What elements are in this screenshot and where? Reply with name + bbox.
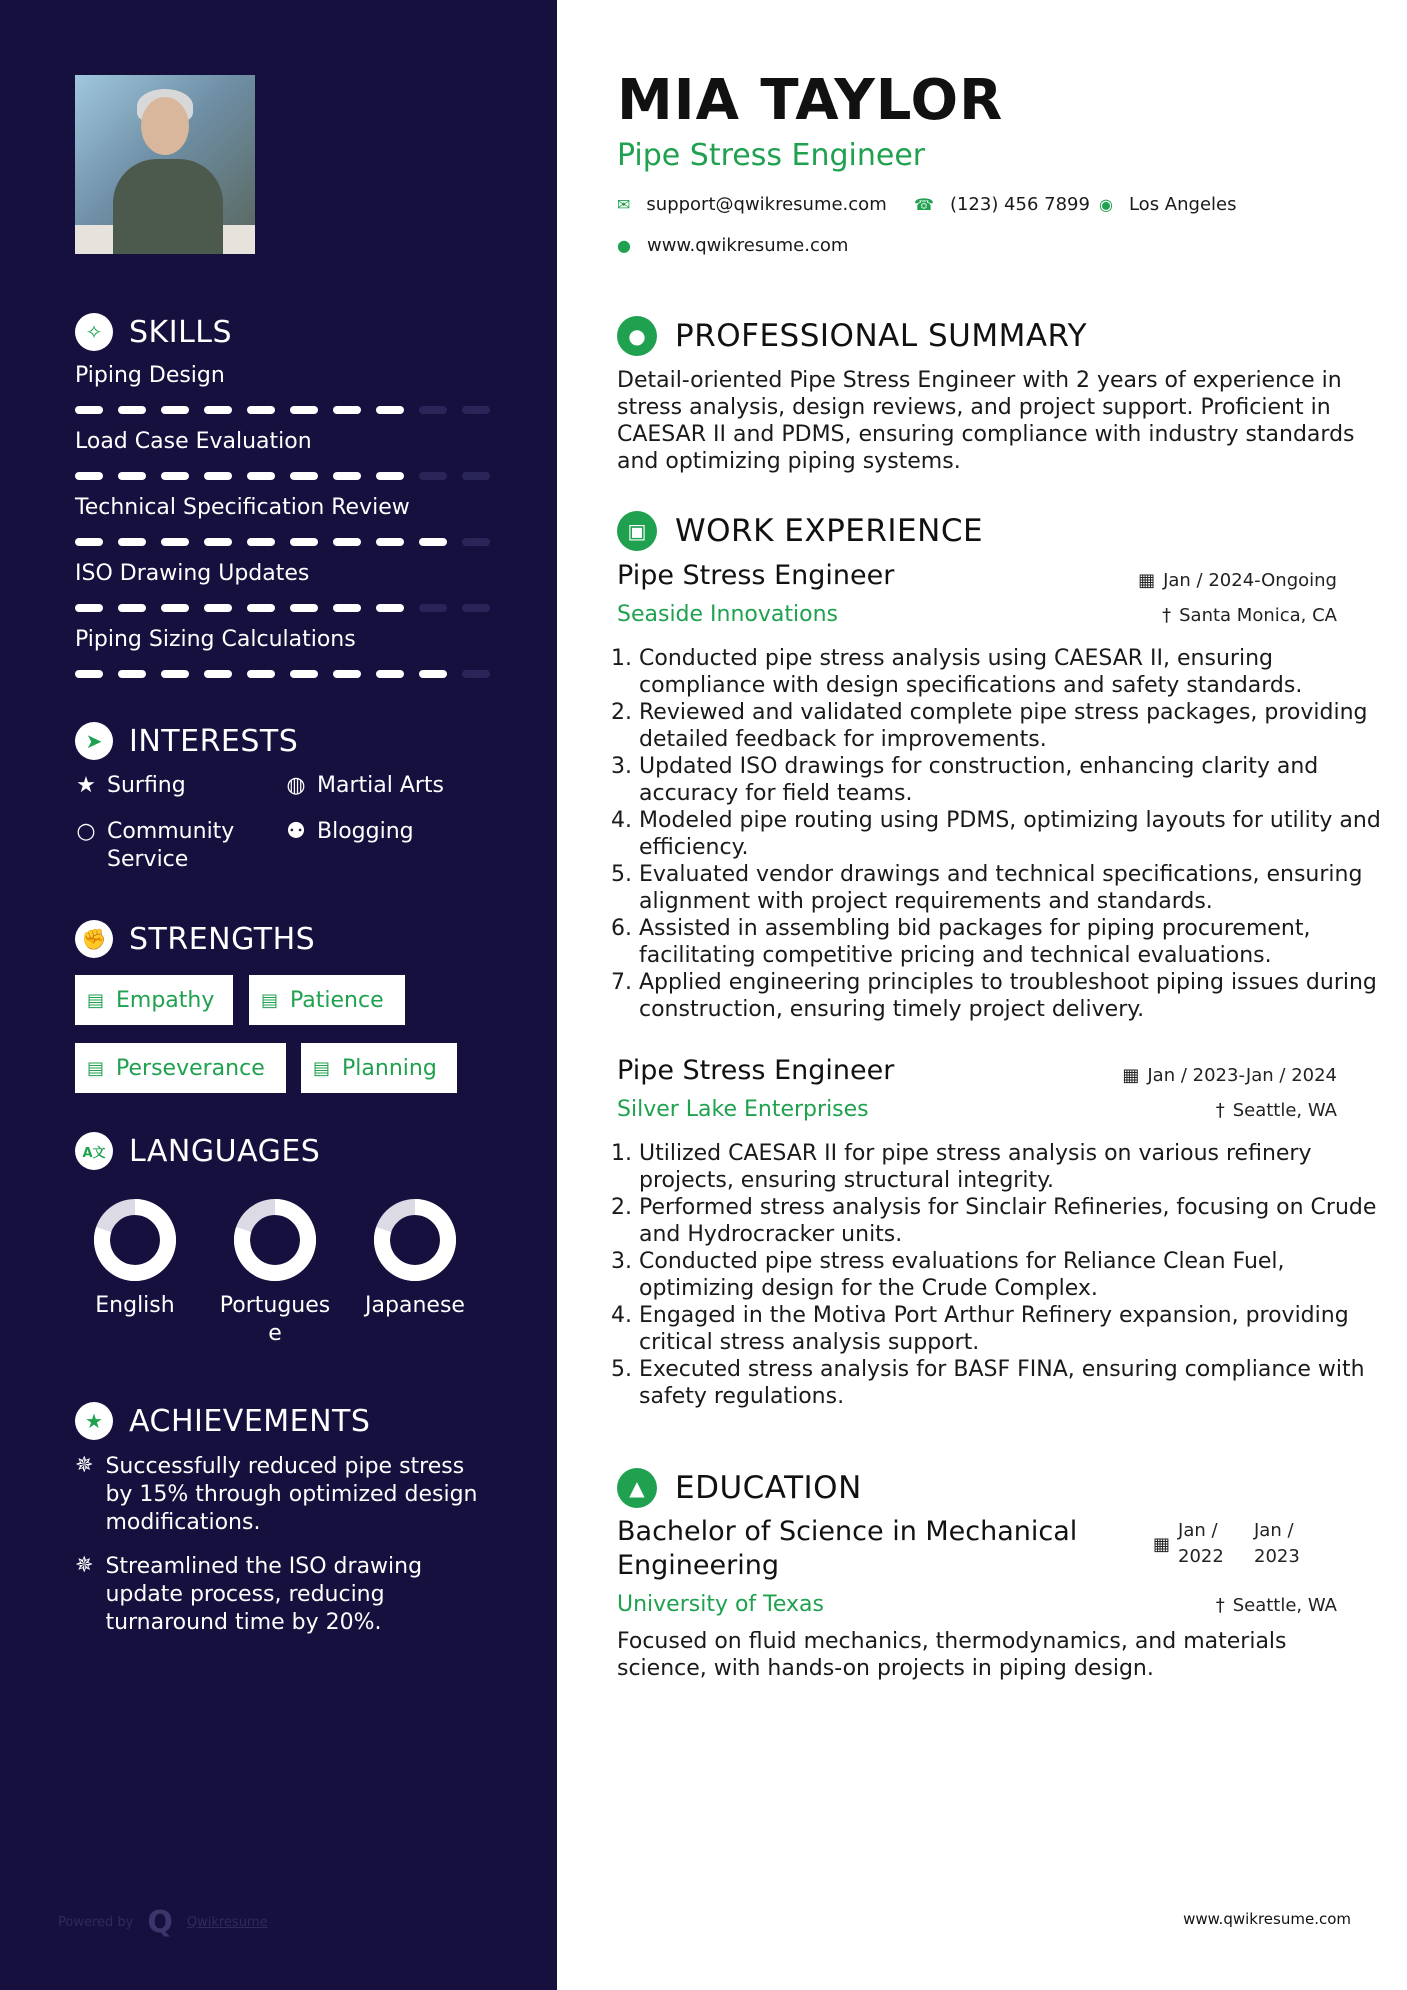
skill-level-segment — [161, 472, 189, 480]
globe-icon: ◍ — [286, 773, 306, 798]
duty-item: 2. Reviewed and validated complete pipe stress packages, providing detailed feedback for improvements. — [639, 699, 1399, 753]
candidate-title: Pipe Stress Engineer — [617, 138, 926, 173]
book-icon: ▤ — [87, 1057, 105, 1079]
book-icon: ▤ — [261, 989, 279, 1011]
graduation-cap-icon: ▲ — [617, 1468, 657, 1508]
skill-level-segment — [462, 670, 490, 678]
skill-level-segment — [161, 670, 189, 678]
skill-level-segment — [118, 538, 146, 546]
duty-item: 4. Modeled pipe routing using PDMS, optimizing layouts for utility and efficiency. — [639, 807, 1399, 861]
achievements-heading: ★ ACHIEVEMENTS — [75, 1402, 370, 1440]
skill-level-segment — [419, 604, 447, 612]
user-icon: ● — [617, 316, 657, 356]
skill-item — [75, 362, 505, 414]
pin-icon: † — [1162, 605, 1172, 626]
job-title: Pipe Stress Engineer — [617, 560, 895, 591]
interest-item: ⚉ Blogging — [286, 819, 414, 844]
degree-title: Bachelor of Science in Mechanical Engineering — [617, 1516, 1078, 1581]
strength-badge: ▤ Patience — [249, 975, 405, 1025]
calendar-icon: ▦ — [1153, 1534, 1171, 1555]
skill-level-bar — [75, 670, 505, 678]
sparkle-star-icon: ✵ — [75, 1553, 94, 1578]
skill-level-segment — [75, 406, 103, 414]
phone-icon: ☎ — [914, 195, 934, 214]
calendar-icon: ▦ — [1138, 570, 1156, 591]
job-company: Silver Lake Enterprises — [617, 1097, 869, 1122]
skill-level-segment — [462, 538, 490, 546]
job-duties — [613, 1140, 1399, 1410]
skill-level-bar — [75, 406, 505, 414]
summary-heading: ● PROFESSIONAL SUMMARY — [617, 316, 1087, 356]
duty-item: 3. Conducted pipe stress evaluations for Reliance Clean Fuel, optimizing design for the Crude Complex. — [639, 1248, 1399, 1302]
job-dates: ▦ Jan / 2024-Ongoing — [1138, 570, 1337, 591]
school-name: University of Texas — [617, 1592, 824, 1617]
summary-text: Detail-oriented Pipe Stress Engineer with 2 years of experience in stress analysis, design reviews, and project support. Proficient in CAESAR II and PDMS, ensuring compliance with industry standards and optimizing piping systems. — [617, 368, 1355, 474]
skill-level-segment — [204, 406, 232, 414]
pin-icon: † — [1215, 1595, 1225, 1616]
skill-level-segment — [290, 538, 318, 546]
skill-level-segment — [75, 538, 103, 546]
skill-level-segment — [118, 472, 146, 480]
skill-level-bar — [75, 472, 505, 480]
star-badge-icon: ★ — [75, 1402, 113, 1440]
job-duties — [613, 645, 1399, 1023]
skill-label: Piping Sizing Calculations — [75, 627, 356, 652]
skill-level-segment — [419, 472, 447, 480]
achievement-item: ✵ Streamlined the ISO drawing update process, reducing turnaround time by 20%. — [75, 1553, 423, 1635]
skill-level-segment — [462, 472, 490, 480]
job-title: Pipe Stress Engineer — [617, 1055, 895, 1086]
book-icon: ▤ — [313, 1057, 331, 1079]
duty-item: 1. Conducted pipe stress analysis using CAESAR II, ensuring compliance with design specifications and safety standards. — [639, 645, 1399, 699]
main-content — [557, 0, 1407, 1990]
education-description: Focused on fluid mechanics, thermodynamics, and materials science, with hands-on projects in piping design. — [617, 1629, 1287, 1681]
skill-level-segment — [290, 406, 318, 414]
skill-level-segment — [376, 604, 404, 612]
skill-level-segment — [419, 538, 447, 546]
duty-item: 3. Updated ISO drawings for construction, enhancing clarity and accuracy for field teams. — [639, 753, 1399, 807]
powered-by: Powered by Q Qwikresume — [58, 1905, 268, 1940]
language-item: Portugues e — [215, 1198, 335, 1348]
skill-level-segment — [161, 538, 189, 546]
pin-icon: † — [1215, 1100, 1225, 1121]
strength-badge: ▤ Perseverance — [75, 1043, 286, 1093]
map-pin-icon: ◉ — [1099, 195, 1113, 214]
education-start-date: ▦ Jan / 2022 — [1153, 1518, 1224, 1570]
interests-heading: ➤ INTERESTS — [75, 722, 298, 760]
skill-level-segment — [247, 670, 275, 678]
duty-item: 1. Utilized CAESAR II for pipe stress analysis on various refinery projects, ensuring structural integrity. — [639, 1140, 1399, 1194]
duty-item: 6. Assisted in assembling bid packages for piping procurement, facilitating competitive pricing and technical evaluations. — [639, 915, 1399, 969]
star-icon: ★ — [76, 773, 96, 798]
skill-level-segment — [419, 406, 447, 414]
interest-item: ◍ Martial Arts — [286, 773, 445, 798]
brand-link[interactable]: Qwikresume — [186, 1915, 268, 1930]
skill-level-segment — [333, 670, 361, 678]
education-end-date: Jan / 2023 — [1254, 1520, 1300, 1567]
skill-level-segment — [290, 670, 318, 678]
fist-icon: ✊ — [75, 920, 113, 958]
skill-level-segment — [462, 406, 490, 414]
paper-plane-icon: ➤ — [75, 722, 113, 760]
skill-label: Technical Specification Review — [75, 495, 410, 520]
languages-heading: A文 LANGUAGES — [75, 1132, 320, 1170]
skill-level-segment — [118, 604, 146, 612]
skill-level-segment — [75, 670, 103, 678]
contact-website[interactable]: ● www.qwikresume.com — [617, 235, 849, 256]
language-item: English — [75, 1198, 195, 1320]
job-company: Seaside Innovations — [617, 602, 838, 627]
skill-level-segment — [204, 472, 232, 480]
profile-photo — [75, 75, 255, 254]
skill-level-segment — [161, 604, 189, 612]
skill-level-segment — [204, 538, 232, 546]
education-heading: ▲ EDUCATION — [617, 1468, 862, 1508]
skill-level-segment — [161, 406, 189, 414]
skill-level-segment — [376, 670, 404, 678]
contact-email[interactable]: ✉ support@qwikresume.com — [617, 194, 887, 215]
skill-level-segment — [376, 406, 404, 414]
skill-level-segment — [204, 670, 232, 678]
language-gauge — [373, 1198, 457, 1282]
skill-level-segment — [333, 472, 361, 480]
strengths-heading: ✊ STRENGTHS — [75, 920, 315, 958]
skill-item — [75, 626, 505, 678]
skill-level-segment — [75, 472, 103, 480]
contact-phone[interactable]: ☎ (123) 456 7899 — [914, 194, 1090, 215]
skill-item — [75, 428, 505, 480]
language-gauge — [93, 1198, 177, 1282]
calendar-icon: ▦ — [1122, 1065, 1140, 1086]
skill-label: Load Case Evaluation — [75, 429, 312, 454]
skill-level-segment — [376, 538, 404, 546]
language-item: Japanese — [355, 1198, 475, 1320]
sparkle-star-icon: ✵ — [75, 1453, 94, 1478]
skill-level-segment — [204, 604, 232, 612]
duty-item: 5. Executed stress analysis for BASF FINA, ensuring compliance with safety regulations. — [639, 1356, 1399, 1410]
skill-level-segment — [376, 472, 404, 480]
skill-item — [75, 494, 505, 546]
envelope-icon: ✉ — [617, 195, 631, 214]
skill-level-segment — [462, 604, 490, 612]
job-location: † Santa Monica, CA — [1162, 605, 1337, 626]
skill-level-segment — [333, 406, 361, 414]
experience-heading: ▣ WORK EXPERIENCE — [617, 511, 983, 551]
lightbulb-icon: ✧ — [75, 313, 113, 351]
ring-icon: ○ — [76, 819, 96, 844]
skill-level-segment — [333, 604, 361, 612]
skill-label: Piping Design — [75, 363, 225, 388]
candidate-name: MIA TAYLOR — [617, 68, 1004, 133]
skill-level-segment — [247, 604, 275, 612]
job-dates: ▦ Jan / 2023-Jan / 2024 — [1122, 1065, 1337, 1086]
footer-url[interactable]: www.qwikresume.com — [1183, 1910, 1351, 1928]
skill-level-segment — [247, 538, 275, 546]
job-location: † Seattle, WA — [1215, 1100, 1337, 1121]
users-icon: ⚉ — [286, 819, 306, 844]
skill-level-segment — [118, 670, 146, 678]
skill-level-segment — [290, 472, 318, 480]
skill-level-segment — [247, 406, 275, 414]
skill-level-bar — [75, 604, 505, 612]
contact-location: ◉ Los Angeles — [1099, 194, 1237, 215]
strength-badge: ▤ Empathy — [75, 975, 233, 1025]
language-gauge — [233, 1198, 317, 1282]
duty-item: 7. Applied engineering principles to troubleshoot piping issues during construction, ensuring timely project delivery. — [639, 969, 1399, 1023]
skill-label: ISO Drawing Updates — [75, 561, 310, 586]
language-icon: A文 — [75, 1132, 113, 1170]
duty-item: 2. Performed stress analysis for Sinclair Refineries, focusing on Crude and Hydrocracker units. — [639, 1194, 1399, 1248]
strength-badge: ▤ Planning — [301, 1043, 457, 1093]
skill-level-bar — [75, 538, 505, 546]
achievement-item: ✵ Successfully reduced pipe stress by 15% through optimized design modifications. — [75, 1453, 478, 1535]
skill-item — [75, 560, 505, 612]
globe-icon: ● — [617, 236, 631, 255]
qwikresume-logo-icon: Q — [147, 1905, 173, 1940]
skill-level-segment — [118, 406, 146, 414]
skill-level-segment — [75, 604, 103, 612]
duty-item: 5. Evaluated vendor drawings and technical specifications, ensuring alignment with project requirements and standards. — [639, 861, 1399, 915]
interest-item: ★ Surfing — [76, 773, 186, 798]
sidebar — [0, 0, 557, 1990]
skill-level-segment — [419, 670, 447, 678]
education-location: † Seattle, WA — [1215, 1595, 1337, 1616]
skill-level-segment — [247, 472, 275, 480]
interest-item: ○ Community Service — [76, 819, 235, 872]
duty-item: 4. Engaged in the Motiva Port Arthur Refinery expansion, providing critical stress analysis support. — [639, 1302, 1399, 1356]
skill-level-segment — [333, 538, 361, 546]
briefcase-icon: ▣ — [617, 511, 657, 551]
skills-heading: ✧ SKILLS — [75, 313, 232, 351]
skill-level-segment — [290, 604, 318, 612]
book-icon: ▤ — [87, 989, 105, 1011]
